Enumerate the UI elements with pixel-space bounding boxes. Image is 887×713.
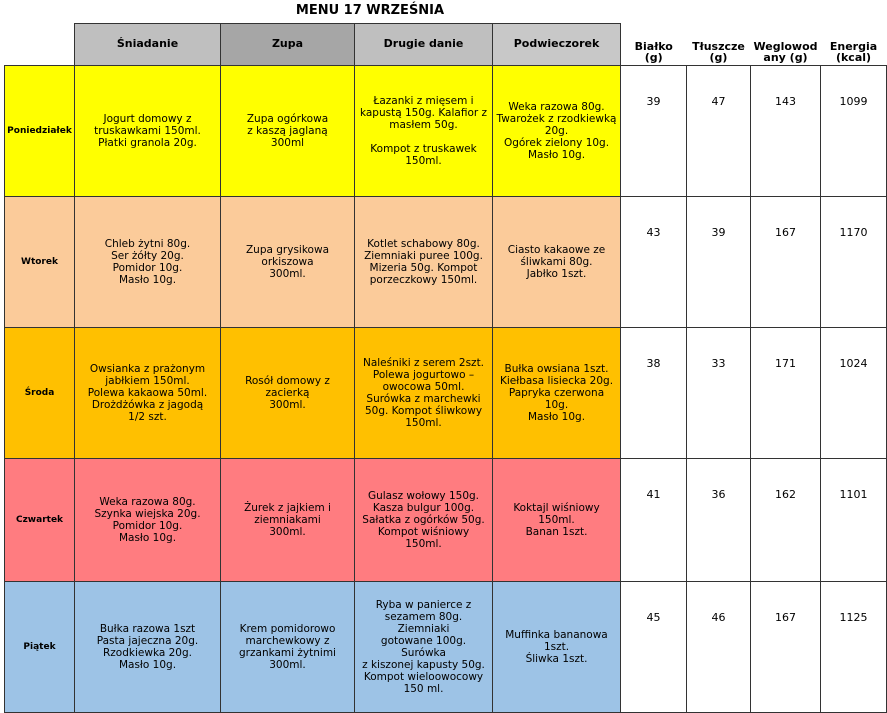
cell-zupa	[221, 581, 355, 712]
cell-weglowodany: 143	[751, 65, 821, 196]
cell-energia: 1125	[821, 581, 887, 712]
cell-drugie-danie	[355, 65, 493, 196]
cell-podwieczorek	[493, 196, 621, 327]
header-zupa: Zupa	[221, 24, 355, 66]
cell-sniadanie	[75, 458, 221, 581]
header-energia	[821, 24, 887, 66]
cell-text: Gulasz wołowy 150g. Kasza bulgur 100g. Sałatka z ogórków 50g. Kompot wiśniowy 150ml.	[362, 489, 485, 550]
header-corner	[5, 24, 75, 66]
cell-text: Koktajl wiśniowy 150ml. Banan 1szt.	[513, 501, 600, 538]
header-tluszcze	[687, 24, 751, 66]
menu-table	[4, 23, 887, 713]
cell-text: Bułka owsiana 1szt. Kiełbasa lisiecka 20g. Papryka czerwona 10g. Masło 10g.	[499, 362, 614, 423]
cell-drugie-danie	[355, 458, 493, 581]
header-bialko-label: Białko (g)	[634, 39, 673, 64]
cell-text: Zupa grysikowa orkiszowa 300ml.	[245, 243, 330, 280]
day-label: Wtorek	[5, 196, 75, 327]
cell-bialko: 39	[621, 65, 687, 196]
cell-tluszcze: 39	[687, 196, 751, 327]
cell-zupa	[221, 65, 355, 196]
header-sniadanie: Śniadanie	[75, 24, 221, 66]
header-energia-label: Energia (kcal)	[829, 39, 878, 64]
table-row-poniedzialek	[5, 65, 887, 196]
cell-podwieczorek	[493, 458, 621, 581]
cell-tluszcze: 46	[687, 581, 751, 712]
cell-text: Zupa ogórkowa z kaszą jaglaną 300ml	[246, 112, 329, 149]
cell-text: Weka razowa 80g. Twarożek z rzodkiewką 20g. Ogórek zielony 10g. Masło 10g.	[496, 100, 617, 161]
cell-text: Owsianka z prażonym jabłkiem 150ml. Polewa kakaowa 50ml. Drożdżówka z jagodą 1/2 szt.	[87, 362, 208, 423]
cell-text: Kotlet schabowy 80g. Ziemniaki puree 100g. Mizeria 50g. Kompot porzeczkowy 150ml.	[364, 237, 483, 286]
table-row-piatek	[5, 581, 887, 712]
day-label: Piątek	[5, 581, 75, 712]
cell-text: Naleśniki z serem 2szt. Polewa jogurtowo – owocowa 50ml. Surówka z marchewki 50g. Kompot śliwkowy 150ml.	[362, 356, 485, 429]
cell-bialko: 45	[621, 581, 687, 712]
header-bialko	[621, 24, 687, 66]
cell-podwieczorek	[493, 65, 621, 196]
cell-weglowodany: 167	[751, 581, 821, 712]
cell-text: Bułka razowa 1szt Pasta jajeczna 20g. Rzodkiewka 20g. Masło 10g.	[96, 622, 199, 671]
cell-energia: 1024	[821, 327, 887, 458]
cell-tluszcze: 47	[687, 65, 751, 196]
cell-text: Jogurt domowy z truskawkami 150ml. Płatki granola 20g.	[94, 112, 201, 149]
cell-podwieczorek	[493, 327, 621, 458]
cell-zupa	[221, 196, 355, 327]
cell-text: Żurek z jajkiem i ziemniakami 300ml.	[244, 501, 331, 538]
header-weglowodany-label: Weglowod any (g)	[753, 39, 818, 64]
header-weglowodany	[751, 24, 821, 66]
cell-zupa	[221, 458, 355, 581]
cell-text: Muffinka bananowa 1szt. Śliwka 1szt.	[505, 628, 608, 665]
cell-text: Ryba w panierce z sezamem 80g. Ziemniaki gotowane 100g. Surówka z kiszonej kapusty 50g. Kompot wieloowocowy 150 ml.	[362, 598, 485, 695]
header-drugie-danie: Drugie danie	[355, 24, 493, 66]
cell-podwieczorek	[493, 581, 621, 712]
cell-bialko: 41	[621, 458, 687, 581]
header-podwieczorek: Podwieczorek	[493, 24, 621, 66]
header-row	[5, 24, 887, 66]
cell-zupa	[221, 327, 355, 458]
day-label: Poniedziałek	[5, 65, 75, 196]
cell-weglowodany: 162	[751, 458, 821, 581]
cell-text: Ciasto kakaowe ze śliwkami 80g. Jabłko 1szt.	[507, 243, 606, 280]
day-label: Czwartek	[5, 458, 75, 581]
cell-drugie-danie	[355, 581, 493, 712]
header-tluszcze-label: Tłuszcze (g)	[692, 39, 745, 64]
cell-bialko: 43	[621, 196, 687, 327]
table-row-wtorek	[5, 196, 887, 327]
cell-energia: 1099	[821, 65, 887, 196]
cell-tluszcze: 36	[687, 458, 751, 581]
cell-text: Chleb żytni 80g. Ser żółty 20g. Pomidor 10g. Masło 10g.	[104, 237, 191, 286]
cell-text: Krem pomidorowo marchewkowy z grzankami żytnimi 300ml.	[239, 622, 336, 671]
cell-text: Łazanki z mięsem i kapustą 150g. Kalafior z masłem 50g. Kompot z truskawek 150ml.	[359, 94, 488, 167]
cell-sniadanie	[75, 196, 221, 327]
cell-weglowodany: 171	[751, 327, 821, 458]
cell-drugie-danie	[355, 327, 493, 458]
cell-drugie-danie	[355, 196, 493, 327]
cell-sniadanie	[75, 327, 221, 458]
day-label: Środa	[5, 327, 75, 458]
cell-tluszcze: 33	[687, 327, 751, 458]
cell-sniadanie	[75, 65, 221, 196]
table-row-sroda	[5, 327, 887, 458]
cell-energia: 1170	[821, 196, 887, 327]
cell-bialko: 38	[621, 327, 687, 458]
cell-text: Weka razowa 80g. Szynka wiejska 20g. Pomidor 10g. Masło 10g.	[94, 495, 201, 544]
cell-text: Rosół domowy z zacierką 300ml.	[245, 374, 330, 411]
cell-sniadanie	[75, 581, 221, 712]
cell-energia: 1101	[821, 458, 887, 581]
page-title: MENU 17 WRZEŚNIA	[295, 3, 445, 18]
cell-weglowodany: 167	[751, 196, 821, 327]
table-row-czwartek	[5, 458, 887, 581]
